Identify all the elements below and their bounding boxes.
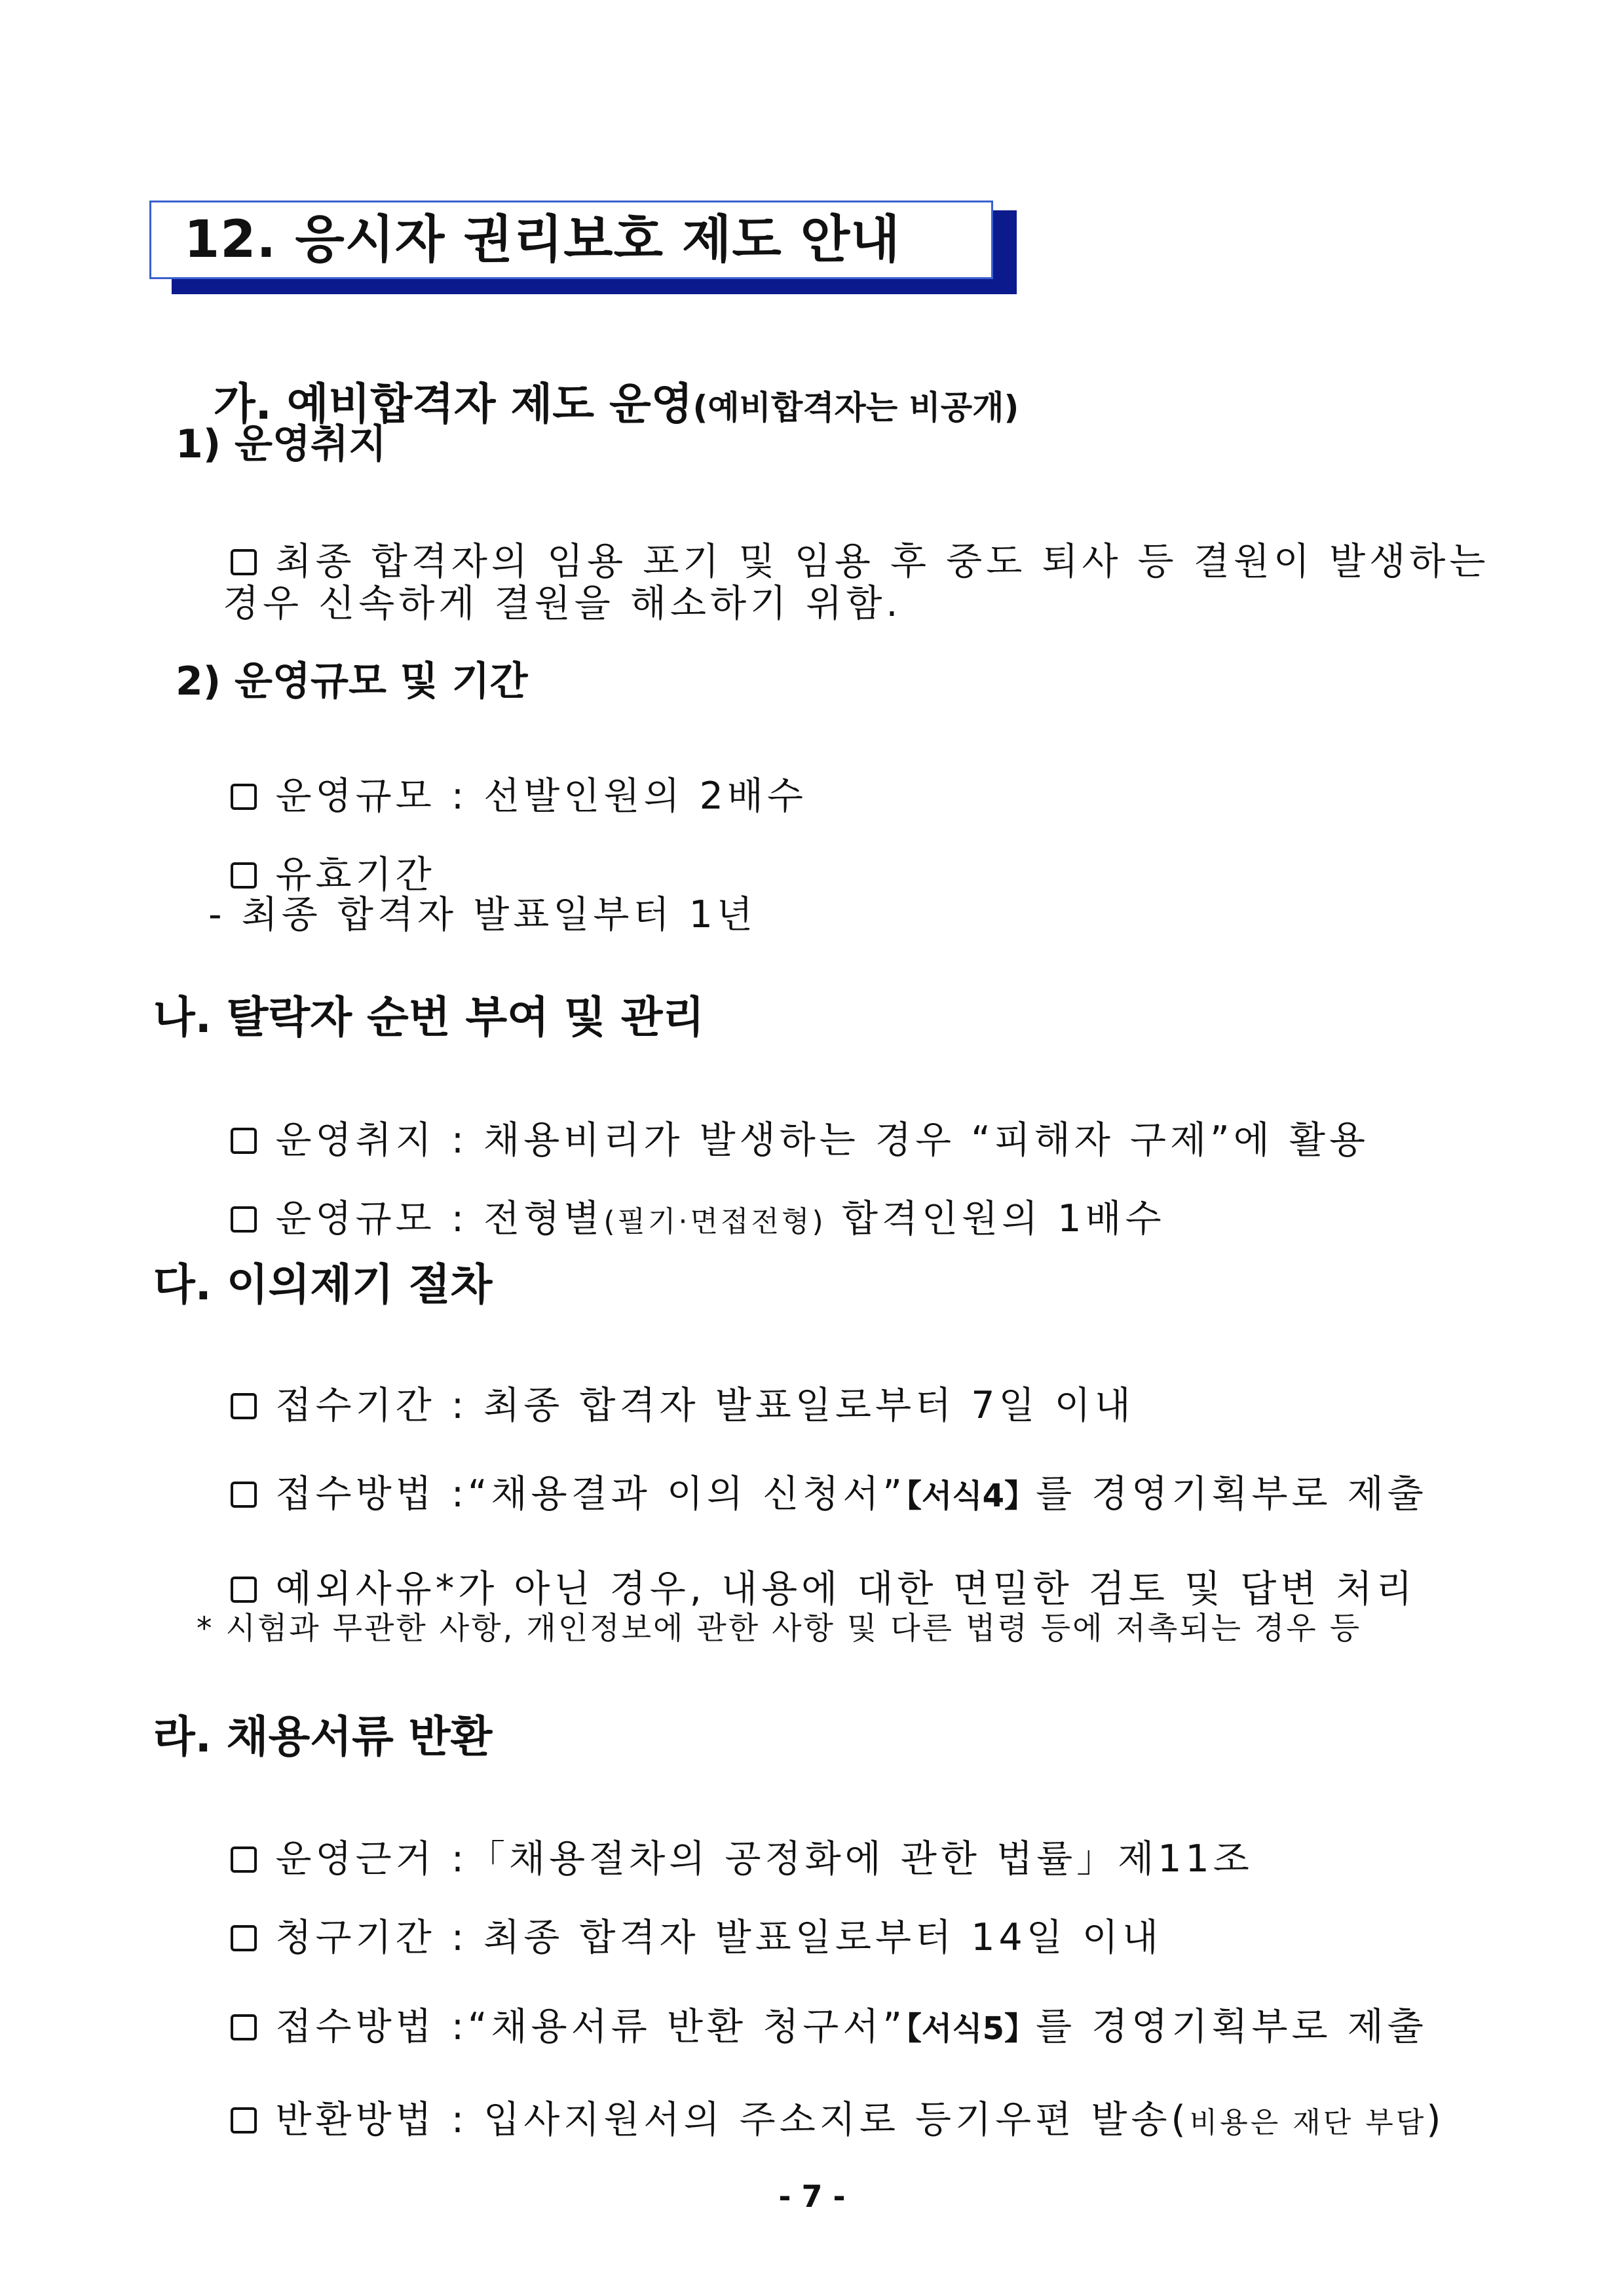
- section-ga-heading-paren: (예비합격자는 비공개): [692, 389, 1019, 427]
- page-title: 12. 응시자 권리보호 제도 안내: [184, 210, 901, 269]
- checkbox-icon: [231, 1846, 257, 1873]
- section-da-item3-text: 예외사유*가 아닌 경우, 내용에 대한 면밀한 검토 및 답변 처리: [275, 1567, 1416, 1611]
- section-ga-sub2: 2) 운영규모 및 기간: [176, 659, 528, 704]
- section-ra-item4: [168, 2064, 1445, 2176]
- checkbox-icon: [231, 1393, 257, 1419]
- section-na-item2-small: (필기·면접전형): [603, 1205, 826, 1238]
- section-da-item2-text-b: 를 경영기획부로 제출: [1036, 1472, 1427, 1516]
- section-na-heading: 나. 탈락자 순번 부여 및 관리: [153, 992, 705, 1043]
- checkbox-icon: [231, 549, 257, 575]
- section-ra-item1-text: 운영근거 :「채용절차의 공정화에 관한 법률」제11조: [275, 1837, 1253, 1881]
- checkbox-icon: [231, 1925, 257, 1951]
- section-ga-dash1: - 최종 합격자 발표일부터 1년: [208, 893, 757, 936]
- section-ra-item2-text: 청구기간 : 최종 합격자 발표일로부터 14일 이내: [275, 1916, 1163, 1959]
- checkbox-icon: [231, 2107, 257, 2133]
- section-ga-item3-text: 유효기간: [275, 853, 436, 896]
- section-na-item2-text-a: 운영규모 : 전형별: [275, 1197, 604, 1240]
- section-ra-item4-text-a: 반환방법 : 입사지원서의 주소지로 등기우편 발송(: [275, 2098, 1190, 2141]
- section-na-item2: [168, 1163, 1165, 1275]
- section-na-item1-text: 운영취지 : 채용비리가 발생하는 경우 “피해자 구제”에 활용: [275, 1119, 1370, 1162]
- section-ga-heading-text: 가. 예비합격자 제도 운영: [213, 379, 693, 429]
- checkbox-icon: [231, 1577, 257, 1603]
- title-box: [149, 201, 993, 279]
- section-na-item2-text-b: 합격인원의 1배수: [825, 1197, 1165, 1240]
- section-ra-item4-small: 비용은 재단 부담: [1189, 2106, 1427, 2139]
- section-da-item2-text-a: 접수방법 :“채용결과 이의 신청서”: [275, 1472, 906, 1516]
- section-da-item1-text: 접수기간 : 최종 합격자 발표일로부터 7일 이내: [275, 1384, 1135, 1427]
- checkbox-icon: [231, 2014, 257, 2040]
- page-number: - 7 -: [778, 2179, 846, 2214]
- checkbox-icon: [231, 1482, 257, 1508]
- checkbox-icon: [231, 862, 257, 889]
- section-ga-sub1: 1) 운영취지: [176, 421, 387, 467]
- section-ra-item3-form: 【서식5】: [905, 2010, 1036, 2047]
- checkbox-icon: [231, 784, 257, 810]
- section-da-note: * 시험과 무관한 사항, 개인정보에 관한 사항 및 다른 법령 등에 저촉되는 경우 등: [197, 1611, 1362, 1647]
- section-ra-item3-text-a: 접수방법 :“채용서류 반환 청구서”: [275, 2005, 906, 2048]
- checkbox-icon: [231, 1206, 257, 1233]
- section-ra-item3-text-b: 를 경영기획부로 제출: [1036, 2005, 1427, 2048]
- section-ga-item2-text: 운영규모 : 선발인원의 2배수: [275, 775, 807, 818]
- checkbox-icon: [231, 1128, 257, 1154]
- section-ga-item1-line1: 최종 합격자의 임용 포기 및 임용 후 중도 퇴사 등 결원이 발생하는: [275, 540, 1490, 583]
- section-ra-item4-text-b: ): [1426, 2098, 1445, 2141]
- section-ra-heading: 라. 채용서류 반환: [153, 1712, 493, 1762]
- section-da-heading: 다. 이의제기 절차: [153, 1259, 493, 1310]
- section-ga-item1-line2: 경우 신속하게 결원을 해소하기 위함.: [223, 582, 902, 625]
- section-da-item2-form: 【서식4】: [905, 1478, 1036, 1514]
